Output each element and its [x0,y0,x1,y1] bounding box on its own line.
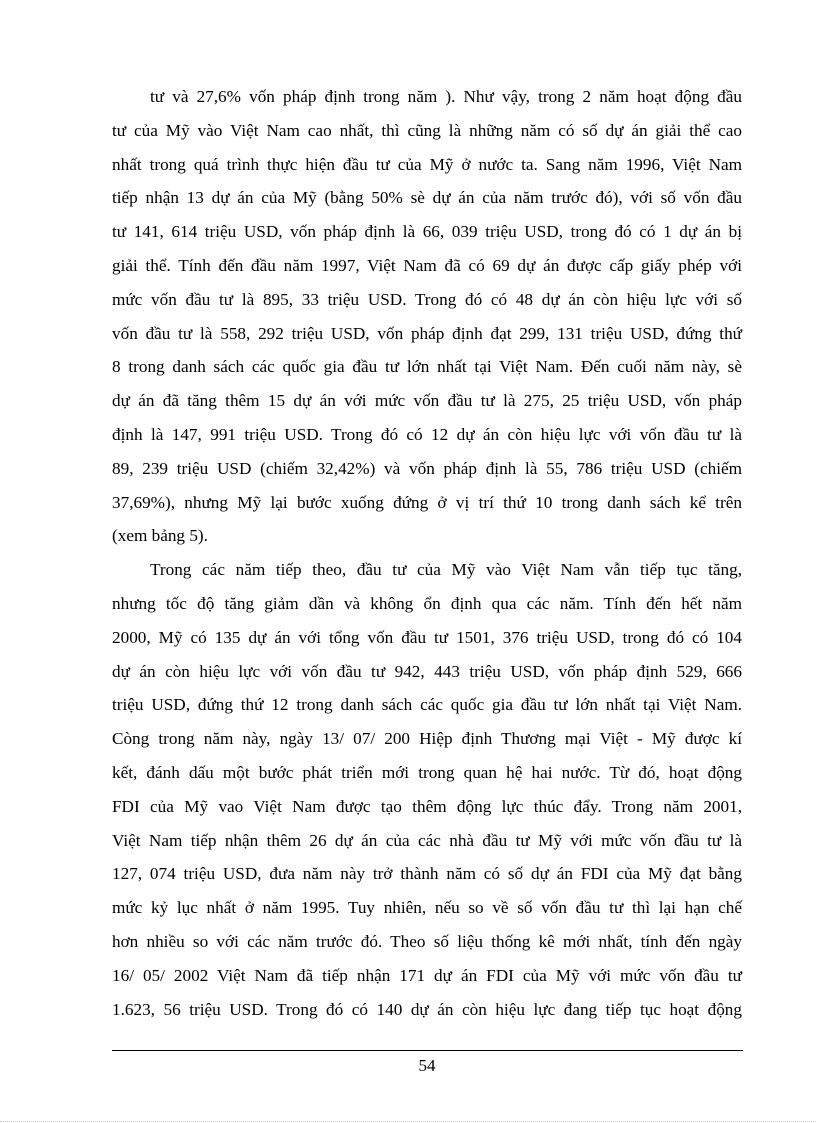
page-edge-divider [0,1121,816,1122]
page-number: 54 [418,1056,436,1075]
text-line: (xem bảng 5). [112,526,208,546]
text-line: dự án đã tăng thêm 15 dự án với mức vốn đầu tư là 275, 25 triệu USD, vốn pháp [112,391,742,411]
text-line: 16/ 05/ 2002 Việt Nam đã tiếp nhận 171 dự án FDI của Mỹ với mức vốn đầu tư [112,965,742,985]
text-line: nhưng tốc độ tăng giảm dần và không ổn định qua các năm. Tính đến hết năm [112,593,742,613]
text-line: Việt Nam tiếp nhận thêm 26 dự án của các nhà đầu tư Mỹ với mức vốn đầu tư là [112,830,742,850]
text-line: vốn đầu tư là 558, 292 triệu USD, vốn pháp định đạt 299, 131 triệu USD, đứng thứ [112,323,742,343]
text-line: FDI của Mỹ vao Việt Nam được tạo thêm động lực thúc đẩy. Trong năm 2001, [112,796,742,816]
paragraph-2 [112,553,742,1026]
text-line: mức vốn đầu tư là 895, 33 triệu USD. Trong đó có 48 dự án còn hiệu lực với số [112,289,742,309]
text-line: hơn nhiều so với các năm trước đó. Theo số liệu thống kê mới nhất, tính đến ngày [112,931,742,951]
text-line: Còng trong năm này, ngày 13/ 07/ 200 Hiệp định Thương mại Việt - Mỹ được kí [112,729,742,749]
text-line: 37,69%), nhưng Mỹ lại bước xuống đứng ở vị trí thứ 10 trong danh sách kể trên [112,492,742,512]
text-line: 1.623, 56 triệu USD. Trong đó có 140 dự án còn hiệu lực đang tiếp tục hoạt động [112,999,742,1019]
text-line: kết, đánh dấu một bước phát triển mới trong quan hệ hai nước. Từ đó, hoạt động [112,762,742,782]
text-line: tư của Mỹ vào Việt Nam cao nhất, thì cũng là những năm có số dự án giải thể cao [112,120,742,140]
text-line: 2000, Mỹ có 135 dự án với tổng vốn đầu tư 1501, 376 triệu USD, trong đó có 104 [112,627,742,647]
text-line: mức kỷ lục nhất ở năm 1995. Tuy nhiên, nếu so về số vốn đầu tư thì lại hạn chế [112,898,742,918]
text-line: dự án còn hiệu lực với vốn đầu tư 942, 443 triệu USD, vốn pháp định 529, 666 [112,661,742,681]
text-line: triệu USD, đứng thứ 12 trong danh sách các quốc gia đầu tư lớn nhất tại Việt Nam. [112,695,742,715]
text-line: tư 141, 614 triệu USD, vốn pháp định là 66, 039 triệu USD, trong đó có 1 dự án bị [112,222,742,242]
text-line: tiếp nhận 13 dự án của Mỹ (bằng 50% sè dự án của năm trước đó), với số vốn đầu [112,188,742,208]
footer-rule [112,1050,743,1051]
text-line: 89, 239 triệu USD (chiếm 32,42%) và vốn pháp định là 55, 786 triệu USD (chiếm [112,458,742,478]
page-body [112,80,742,1026]
text-line: Trong các năm tiếp theo, đầu tư của Mỹ vào Việt Nam vẫn tiếp tục tăng, [150,560,742,580]
text-line: tư và 27,6% vốn pháp định trong năm ). Như vậy, trong 2 năm hoạt động đầu [150,87,742,106]
paragraph-1 [112,80,742,553]
text-line: 127, 074 triệu USD, đưa năm này trở thành năm có số dự án FDI của Mỹ đạt bằng [112,864,742,884]
text-line: định là 147, 991 triệu USD. Trong đó có 12 dự án còn hiệu lực với vốn đầu tư là [112,424,742,444]
text-line: 8 trong danh sách các quốc gia đầu tư lớn nhất tại Việt Nam. Đến cuối năm này, sè [112,357,742,377]
text-line: nhất trong quá trình thực hiện đầu tư của Mỹ ở nước ta. Sang năm 1996, Việt Nam [112,154,742,174]
text-line: giải thể. Tính đến đầu năm 1997, Việt Nam đã có 69 dự án được cấp giấy phép với [112,255,742,275]
